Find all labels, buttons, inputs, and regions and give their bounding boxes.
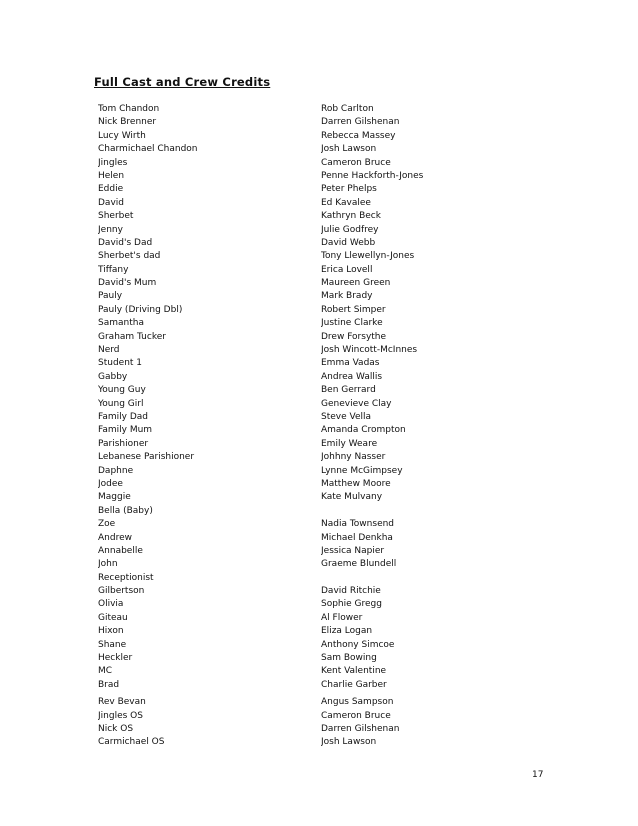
actor-name: Cameron Bruce bbox=[321, 157, 391, 168]
character-name: Lebanese Parishioner bbox=[98, 452, 195, 463]
character-name: Gilbertson bbox=[98, 586, 145, 597]
credit-row bbox=[98, 237, 538, 250]
actor-name: Ed Kavalee bbox=[321, 197, 371, 208]
credit-row bbox=[98, 585, 538, 598]
credit-row bbox=[98, 478, 538, 491]
credits-list bbox=[98, 103, 538, 750]
credit-row bbox=[98, 130, 538, 143]
credit-row bbox=[98, 665, 538, 678]
actor-name: Cameron Bruce bbox=[321, 710, 391, 721]
character-name: Pauly (Driving Dbl) bbox=[98, 304, 183, 315]
credit-row bbox=[98, 736, 538, 749]
character-name: Nerd bbox=[98, 345, 120, 356]
character-name: Annabelle bbox=[98, 545, 143, 556]
credit-row bbox=[98, 157, 538, 170]
character-name: Jingles bbox=[98, 157, 128, 168]
credit-row bbox=[98, 679, 538, 692]
character-name: John bbox=[98, 559, 118, 570]
actor-name: Kathryn Beck bbox=[321, 211, 381, 222]
actor-name: Charlie Garber bbox=[321, 679, 387, 690]
actor-name: Justine Clarke bbox=[321, 318, 383, 329]
actor-name: Amanda Crompton bbox=[321, 425, 406, 436]
credit-row bbox=[98, 183, 538, 196]
character-name: Tom Chandon bbox=[98, 104, 160, 114]
actor-name: Maureen Green bbox=[321, 278, 391, 289]
character-name: Nick OS bbox=[98, 723, 134, 734]
character-name: Zoe bbox=[98, 519, 116, 530]
credit-row bbox=[98, 264, 538, 277]
actor-name: Sophie Gregg bbox=[321, 599, 382, 610]
actor-name: Kent Valentine bbox=[321, 666, 387, 677]
credit-row bbox=[98, 317, 538, 330]
credit-row bbox=[98, 696, 538, 709]
credit-row bbox=[98, 290, 538, 303]
actor-name: Lynne McGimpsey bbox=[321, 465, 403, 476]
actor-name: Drew Forsythe bbox=[321, 331, 387, 342]
character-name: Lucy Wirth bbox=[98, 130, 146, 141]
character-name: Sherbet's dad bbox=[98, 251, 161, 262]
actor-name: Rebecca Massey bbox=[321, 130, 396, 141]
character-name: Jingles OS bbox=[98, 710, 143, 721]
actor-name: Mark Brady bbox=[321, 291, 373, 302]
character-name: Pauly bbox=[98, 291, 123, 302]
character-name: Daphne bbox=[98, 465, 134, 476]
character-name: Parishioner bbox=[98, 438, 149, 449]
credit-row bbox=[98, 197, 538, 210]
credit-row bbox=[98, 344, 538, 357]
actor-name: Michael Denkha bbox=[321, 532, 393, 543]
credit-row bbox=[98, 277, 538, 290]
character-name: Olivia bbox=[98, 599, 124, 610]
credit-row bbox=[98, 652, 538, 665]
character-name: Helen bbox=[98, 170, 125, 181]
credit-row bbox=[98, 224, 538, 237]
actor-name: Josh Wincott-McInnes bbox=[321, 345, 418, 356]
actor-name: Emily Weare bbox=[321, 438, 378, 449]
credit-row bbox=[98, 465, 538, 478]
actor-name: Erica Lovell bbox=[321, 264, 373, 275]
credit-row bbox=[98, 639, 538, 652]
actor-name: Al Flower bbox=[321, 612, 363, 623]
credit-row bbox=[98, 558, 538, 571]
actor-name: Julie Godfrey bbox=[321, 224, 379, 235]
actor-name: Genevieve Clay bbox=[321, 398, 392, 409]
character-name: Brad bbox=[98, 679, 120, 690]
character-name: Carmichael OS bbox=[98, 737, 165, 748]
character-name: Student 1 bbox=[98, 358, 143, 369]
page-heading: Full Cast and Crew Credits bbox=[94, 75, 271, 89]
character-name: Jenny bbox=[98, 224, 123, 235]
credit-row bbox=[98, 598, 538, 611]
character-name: Maggie bbox=[98, 492, 131, 503]
character-name: MC bbox=[98, 666, 113, 677]
character-name: David's Dad bbox=[98, 237, 153, 248]
credit-row bbox=[98, 710, 538, 723]
character-name: Graham Tucker bbox=[98, 331, 166, 342]
actor-name: Graeme Blundell bbox=[321, 559, 397, 570]
credit-row bbox=[98, 545, 538, 558]
character-name: David's Mum bbox=[98, 278, 157, 289]
character-name: Jodee bbox=[98, 478, 123, 489]
character-name: Shane bbox=[98, 639, 127, 650]
credit-row bbox=[98, 491, 538, 504]
actor-name: Rob Carlton bbox=[321, 104, 374, 114]
credit-row bbox=[98, 304, 538, 317]
credit-row bbox=[98, 411, 538, 424]
actor-name: Matthew Moore bbox=[321, 478, 391, 489]
character-name: Rev Bevan bbox=[98, 697, 146, 708]
character-name: Sherbet bbox=[98, 211, 134, 222]
actor-name: David Webb bbox=[321, 237, 376, 248]
actor-name: Robert Simper bbox=[321, 304, 386, 315]
character-name: Nick Brenner bbox=[98, 117, 157, 128]
credit-row bbox=[98, 384, 538, 397]
character-name: David bbox=[98, 197, 124, 208]
credit-row bbox=[98, 116, 538, 129]
credit-row bbox=[98, 438, 538, 451]
credit-row bbox=[98, 250, 538, 263]
actor-name: Josh Lawson bbox=[321, 737, 377, 748]
credit-row bbox=[98, 357, 538, 370]
credit-row bbox=[98, 505, 538, 518]
actor-name: Josh Lawson bbox=[321, 144, 377, 155]
page-number: 17 bbox=[532, 770, 544, 780]
actor-name: Steve Vella bbox=[321, 411, 372, 422]
character-name: Samantha bbox=[98, 318, 144, 329]
actor-name: Jessica Napier bbox=[321, 545, 385, 556]
actor-name: Darren Gilshenan bbox=[321, 117, 400, 128]
character-name: Family Mum bbox=[98, 425, 153, 436]
credit-row bbox=[98, 398, 538, 411]
credit-row bbox=[98, 723, 538, 736]
character-name: Andrew bbox=[98, 532, 132, 543]
actor-name: Penne Hackforth-Jones bbox=[321, 170, 424, 181]
actor-name: Peter Phelps bbox=[321, 184, 377, 195]
character-name: Young Guy bbox=[98, 385, 146, 396]
actor-name: Eliza Logan bbox=[321, 626, 373, 637]
actor-name: Tony Llewellyn-Jones bbox=[321, 251, 415, 262]
actor-name: David Ritchie bbox=[321, 586, 381, 597]
actor-name: Emma Vadas bbox=[321, 358, 380, 369]
credit-row bbox=[98, 572, 538, 585]
credit-row bbox=[98, 451, 538, 464]
actor-name: Angus Sampson bbox=[321, 697, 394, 708]
actor-name bbox=[321, 505, 538, 518]
character-name: Young Girl bbox=[98, 398, 144, 409]
credit-row bbox=[98, 103, 538, 116]
credit-row bbox=[98, 331, 538, 344]
character-name: Gabby bbox=[98, 371, 128, 382]
character-name: Bella (Baby) bbox=[98, 505, 153, 516]
actor-name: Kate Mulvany bbox=[321, 492, 383, 503]
actor-name bbox=[321, 572, 538, 585]
character-name: Hixon bbox=[98, 626, 124, 637]
character-name: Charmichael Chandon bbox=[98, 144, 198, 155]
character-name: Giteau bbox=[98, 612, 128, 623]
actor-name: Nadia Townsend bbox=[321, 519, 395, 530]
character-name: Family Dad bbox=[98, 411, 148, 422]
credit-row bbox=[98, 424, 538, 437]
credit-row bbox=[98, 210, 538, 223]
actor-name: Ben Gerrard bbox=[321, 385, 376, 396]
credit-row bbox=[98, 170, 538, 183]
actor-name: Andrea Wallis bbox=[321, 371, 383, 382]
actor-name: Darren Gilshenan bbox=[321, 723, 400, 734]
character-name: Heckler bbox=[98, 653, 133, 664]
character-name: Eddie bbox=[98, 184, 124, 195]
credit-row bbox=[98, 371, 538, 384]
credit-row bbox=[98, 612, 538, 625]
actor-name: Johhny Nasser bbox=[321, 452, 386, 463]
credit-row bbox=[98, 532, 538, 545]
character-name: Receptionist bbox=[98, 572, 154, 583]
credit-row bbox=[98, 625, 538, 638]
actor-name: Anthony Simcoe bbox=[321, 639, 395, 650]
character-name: Tiffany bbox=[98, 264, 129, 275]
credit-row bbox=[98, 143, 538, 156]
actor-name: Sam Bowing bbox=[321, 653, 377, 664]
credit-row bbox=[98, 518, 538, 531]
